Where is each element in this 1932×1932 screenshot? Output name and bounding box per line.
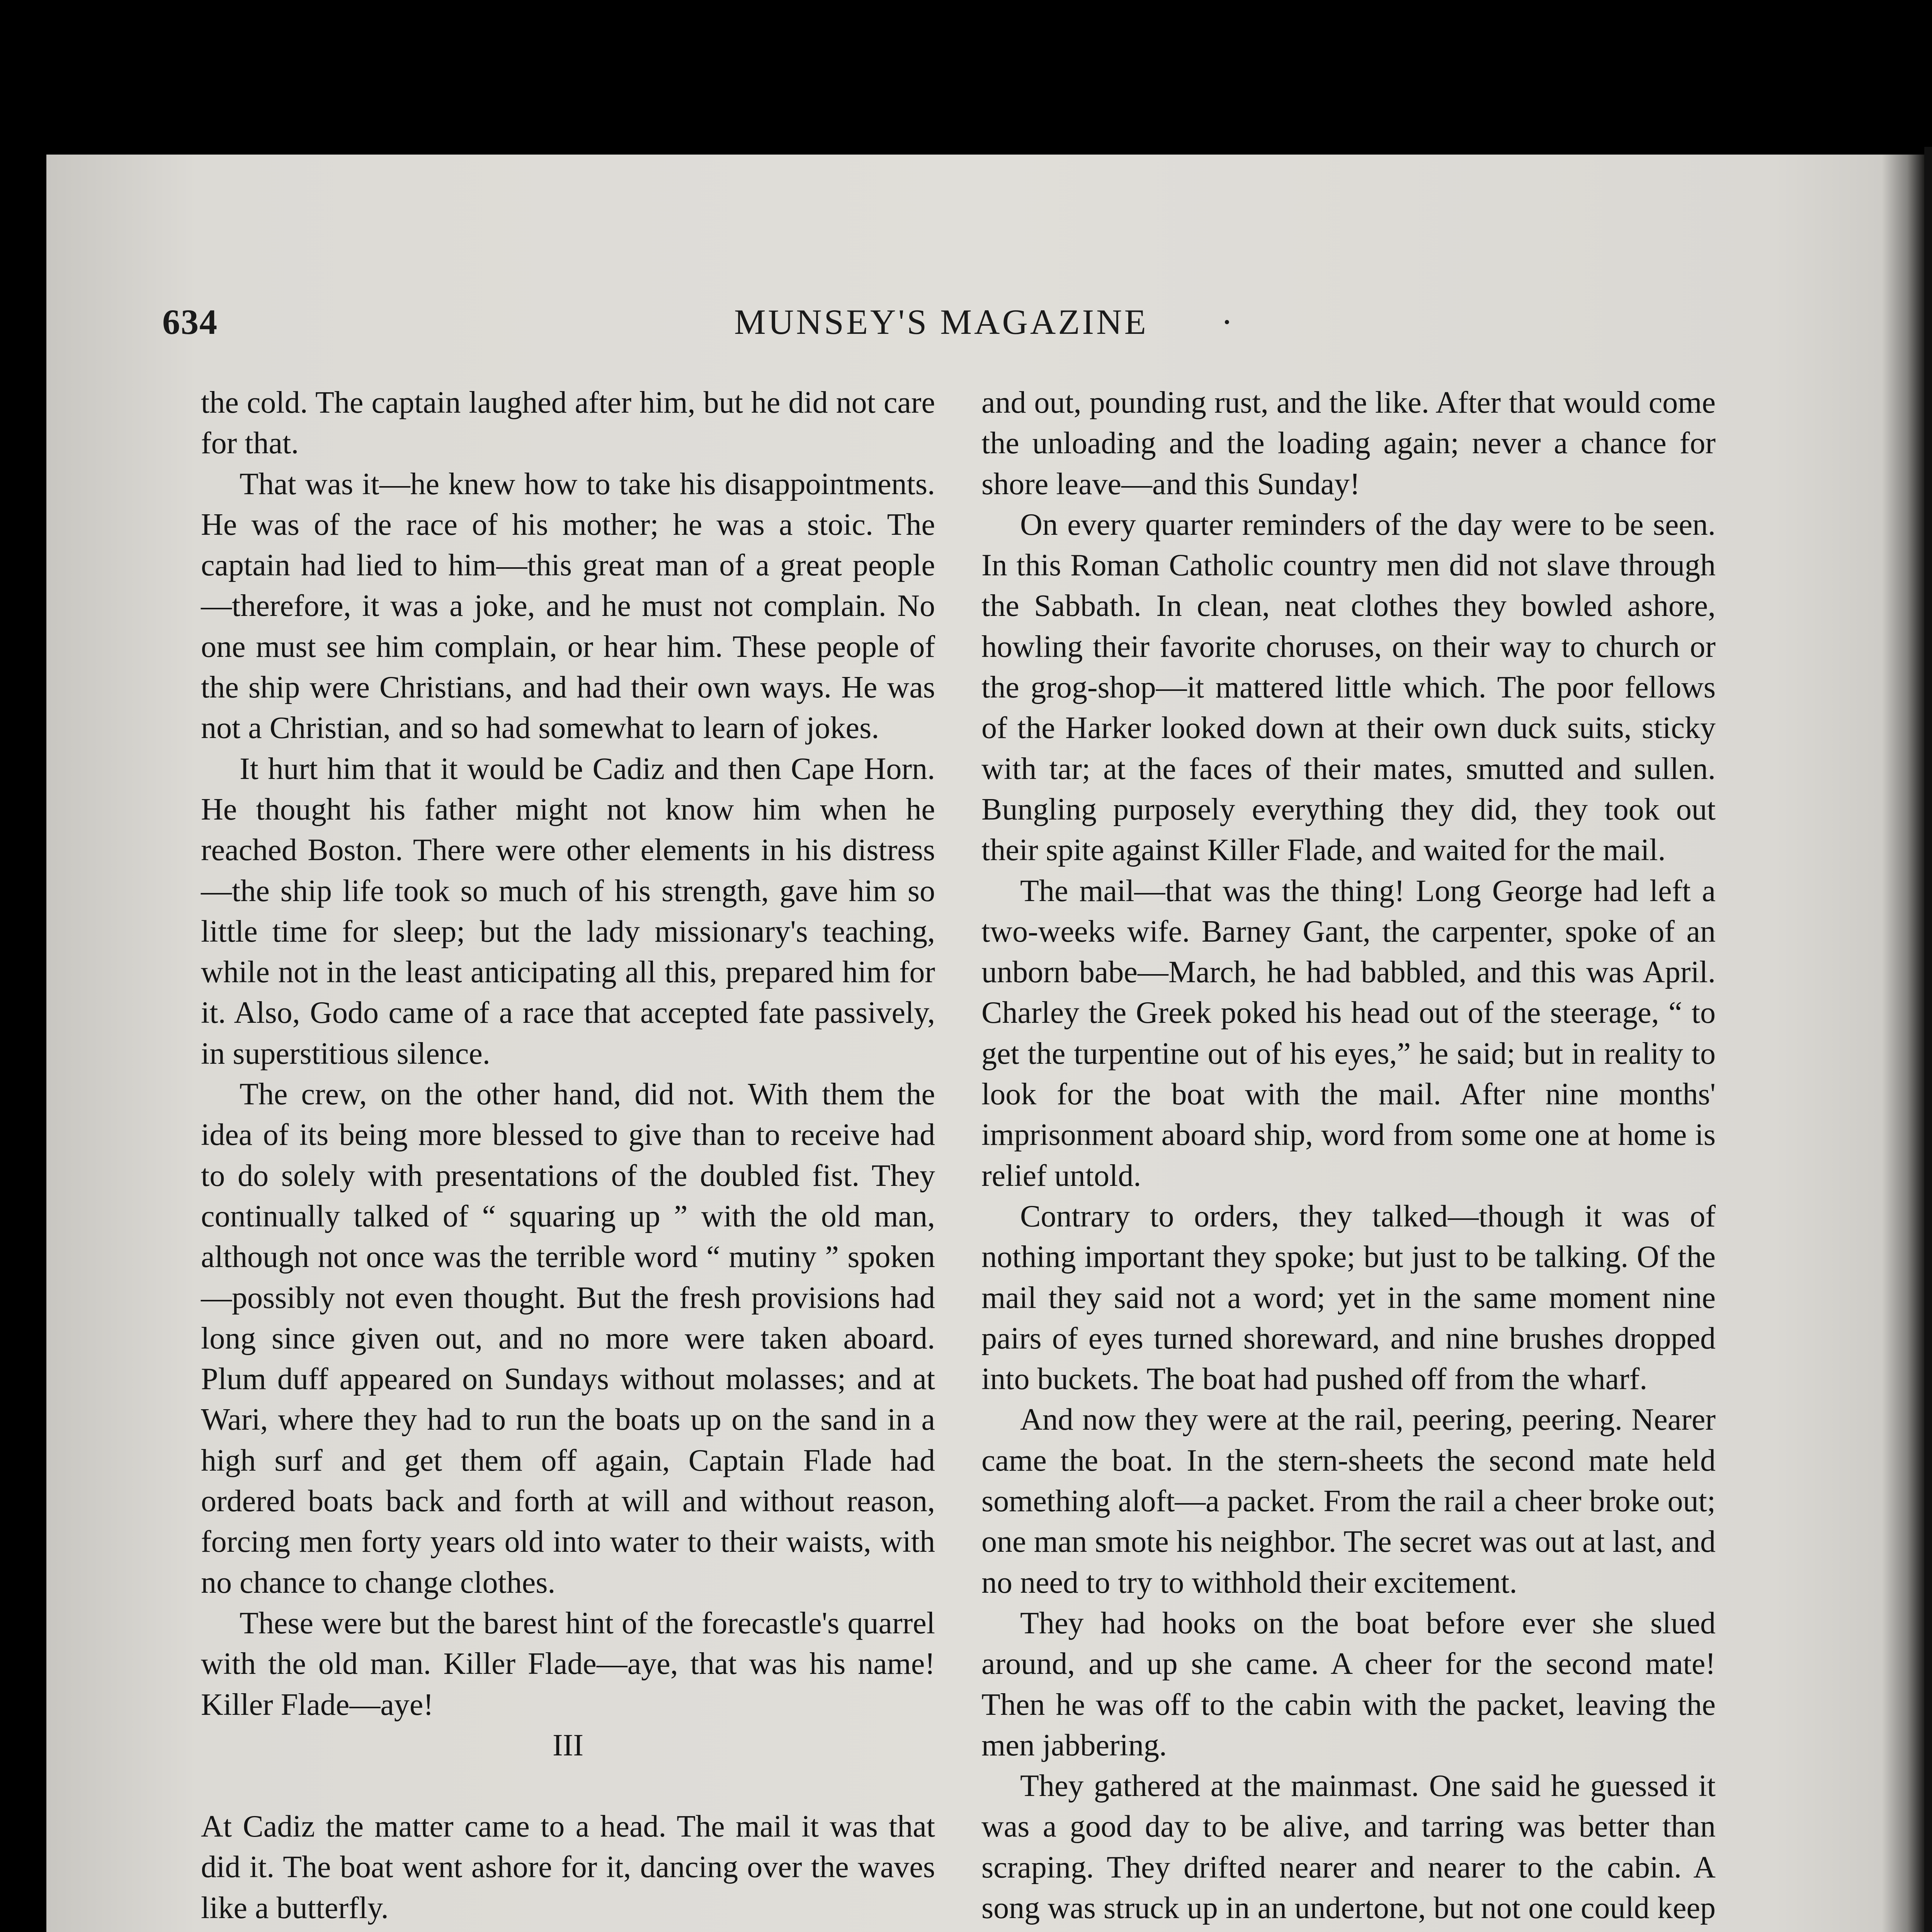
paragraph: The crew, on the other hand, did not. With them the idea of its being more blessed to give than to receive had to do solely with presentations of the doubled fist. They continually talked of “ squaring up ” with the old man, although not once was the terrible word “ mutiny ” spoken—possibly not even thought. But the fresh provisions had long since given out, and no more were taken aboard. Plum duff appeared on Sundays without molasses; and at Wari, where they had to run the boats up on the sand in a high surf and get them off again, Captain Flade had ordered boats back and forth at will and without reason, forcing men forty years old into water to their waists, with no chance to change clothes. [201,1077,935,1600]
spine-shadow [1882,155,1924,1932]
running-head [162,301,1700,355]
left-column [201,383,935,1932]
paragraph: They had hooks on the boat before ever she slued around, and up she came. A cheer for the second mate! Then he was off to the cabin with the packet, leaving the men jabbering. [981,1606,1716,1762]
paragraph: At Cadiz the matter came to a head. The mail it was that did it. The boat went ashore for it, dancing over the waves like a butterfly. [201,1810,935,1925]
paragraph: It hurt him that it would be Cadiz and then Cape Horn. He thought his father might not know him when he reached Boston. There were other elements in his distress—the ship life took so much of his strength, gave him so little time for sleep; but the lady missionary's teaching, while not in the least anticipating all this, prepared him for it. Also, Godo came of a race that accepted fate passively, in superstitious silence. [201,752,935,1071]
paragraph: These were but the barest hint of the forecastle's quarrel with the old man. Killer Flade—aye, that was his name! Killer Flade—aye! [201,1606,935,1722]
section-heading: III [553,1728,583,1762]
paragraph: That was it—he knew how to take his disappointments. He was of the race of his mother; he was a stoic. The captain had lied to him—this great man of a great people—therefore, it was a joke, and he must not complain. No one must see him complain, or hear him. These people of the ship were Christians, and had their own ways. He was not a Christian, and so had somewhat to learn of jokes. [201,467,935,745]
facing-page-edge [1924,147,1932,1932]
paragraph: And now they were at the rail, peering, peering. Nearer came the boat. In the stern-sheets the second mate held something aloft—a packet. From the rail a cheer broke out; one man smote his neighbor. The secret was out at last, and no need to try to withhold their excitement. [981,1403,1716,1600]
right-column [981,383,1716,1932]
paragraph: The mail—that was the thing! Long George had left a two-weeks wife. Barney Gant, the carpenter, spoke of an unborn babe—March, he had babbled, and this was April. Charley the Greek poked his head out of the steerage, “ to get the turpentine out of his eyes,” he said; but in reality to look for the boat with the mail. After nine months' imprisonment aboard ship, word from some one at home is relief untold. [981,874,1716,1193]
paragraph: On every quarter reminders of the day were to be seen. In this Roman Catholic country men did not slave through the Sabbath. In clean, neat clothes they bowled ashore, howling their favorite choruses, on their way to church or the grog-shop—it mattered little which. The poor fellows of the Harker looked down at their own duck suits, sticky with tar; at the faces of their mates, smutted and sullen. Bungling purposely everything they did, they took out their spite against Killer Flade, and waited for the mail. [981,507,1716,867]
paragraph: They gathered at the mainmast. One said he guessed it was a good day to be alive, and tarring was better than scraping. They drifted nearer and nearer to the cabin. A song was struck up in an undertone, but not one could keep [981,1769,1716,1925]
header-ornament: · [1221,302,1233,342]
paragraph: the cold. The captain laughed after him, but he did not care for that. [201,386,935,461]
paragraph: Contrary to orders, they talked—though it was of nothing important they spoke; but just to be talking. Of the mail they said not a word; yet in the same moment nine pairs of eyes turned shoreward, and nine brushes dropped into buckets. The boat had pushed off from the wharf. [981,1199,1716,1396]
page-number: 634 [162,302,218,342]
paragraph: and out, pounding rust, and the like. After that would come the unloading and the loading again; never a chance for shore leave—and this Sunday! [981,386,1716,501]
magazine-title: MUNSEY'S MAGAZINE [734,302,1148,342]
paragraph [201,1929,935,1932]
